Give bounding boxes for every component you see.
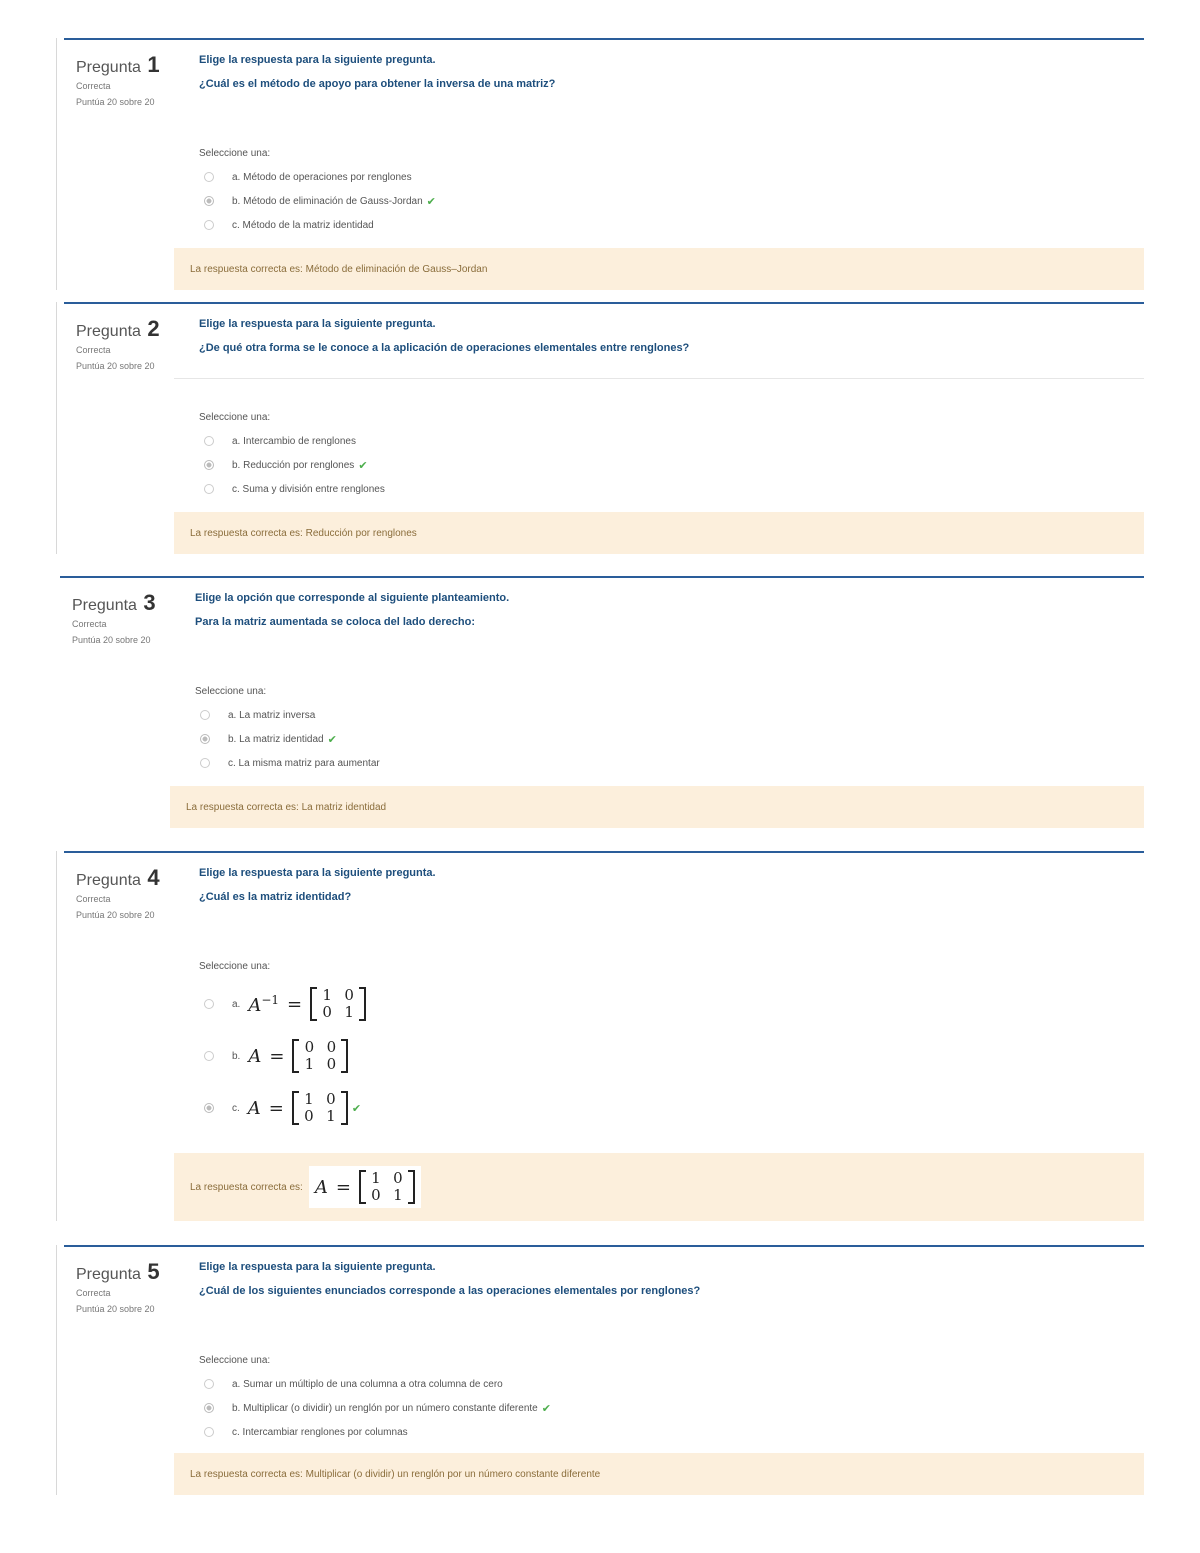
question-prompt: ¿Cuál de los siguientes enunciados corresponde a las operaciones elementales por renglones? bbox=[199, 1285, 701, 1297]
question-info bbox=[64, 38, 174, 290]
question-5 bbox=[56, 1245, 1144, 1495]
divider bbox=[56, 851, 57, 1221]
check-icon: ✔ bbox=[426, 195, 436, 208]
radio-button[interactable] bbox=[204, 1427, 214, 1437]
question-state: Correcta bbox=[76, 81, 111, 91]
matrix: 1 0 0 1 bbox=[292, 1091, 348, 1125]
question-prompt: Para la matriz aumentada se coloca del lado derecho: bbox=[195, 616, 475, 628]
radio-button[interactable] bbox=[204, 999, 214, 1009]
correct-answer-feedback: La respuesta correcta es: Reducción por renglones bbox=[174, 512, 1144, 554]
answer-list bbox=[199, 412, 385, 501]
option-a[interactable]: a. Método de operaciones por renglones bbox=[199, 165, 436, 189]
question-number: 2 bbox=[147, 316, 160, 341]
question-grade: Puntúa 20 sobre 20 bbox=[72, 635, 151, 645]
option-b[interactable]: b. Multiplicar (o dividir) un renglón por un número constante diferente ✔ bbox=[199, 1396, 551, 1420]
question-state: Correcta bbox=[72, 619, 107, 629]
question-content bbox=[174, 851, 1144, 1221]
question-grade: Puntúa 20 sobre 20 bbox=[76, 97, 155, 107]
question-state: Correcta bbox=[76, 894, 111, 904]
question-number: 3 bbox=[143, 590, 156, 615]
question-2 bbox=[56, 302, 1144, 554]
question-prompt: ¿De qué otra forma se le conoce a la aplicación de operaciones elementales entre renglones? bbox=[199, 342, 690, 354]
question-grade: Puntúa 20 sobre 20 bbox=[76, 910, 155, 920]
radio-button[interactable] bbox=[204, 172, 214, 182]
option-a[interactable] bbox=[199, 978, 366, 1030]
select-label: Seleccione una: bbox=[199, 412, 271, 423]
correct-answer-feedback: La respuesta correcta es: A = 1 0 0 1 bbox=[174, 1153, 1144, 1221]
option-a[interactable]: a. Intercambio de renglones bbox=[199, 429, 385, 453]
select-label: Seleccione una: bbox=[199, 148, 271, 159]
matrix-equation: A = 1 0 0 1 bbox=[248, 1091, 348, 1125]
radio-button-selected[interactable] bbox=[204, 1103, 214, 1113]
option-b[interactable]: b. La matriz identidad ✔ bbox=[195, 727, 380, 751]
radio-button-selected[interactable] bbox=[204, 196, 214, 206]
matrix: 1 0 0 1 bbox=[359, 1170, 415, 1204]
question-state: Correcta bbox=[76, 345, 111, 355]
radio-button-selected[interactable] bbox=[200, 734, 210, 744]
select-label: Seleccione una: bbox=[195, 686, 267, 697]
question-4 bbox=[56, 851, 1144, 1221]
question-number: 5 bbox=[147, 1259, 160, 1284]
option-c[interactable]: c. La misma matriz para aumentar bbox=[195, 751, 380, 775]
option-b[interactable]: b. Reducción por renglones ✔ bbox=[199, 453, 385, 477]
question-title: Pregunta 2 bbox=[76, 316, 160, 341]
question-3 bbox=[52, 576, 1144, 828]
select-label: Seleccione una: bbox=[199, 961, 271, 972]
question-title: Pregunta 3 bbox=[72, 590, 156, 615]
question-content bbox=[174, 302, 1144, 554]
option-a[interactable]: a. La matriz inversa bbox=[195, 703, 380, 727]
question-title: Pregunta 4 bbox=[76, 865, 160, 890]
divider bbox=[56, 302, 57, 554]
check-icon: ✔ bbox=[541, 1402, 551, 1415]
question-info bbox=[64, 1245, 174, 1495]
correct-answer-feedback: La respuesta correcta es: Método de eliminación de Gauss–Jordan bbox=[174, 248, 1144, 290]
question-instruction: Elige la respuesta para la siguiente pregunta. bbox=[199, 318, 436, 330]
radio-button[interactable] bbox=[204, 436, 214, 446]
radio-button[interactable] bbox=[204, 1051, 214, 1061]
check-icon: ✔ bbox=[327, 733, 337, 746]
matrix: 0 0 1 0 bbox=[292, 1039, 348, 1073]
feedback-matrix: A = 1 0 0 1 bbox=[309, 1166, 421, 1208]
radio-button-selected[interactable] bbox=[204, 460, 214, 470]
option-c[interactable]: c. Método de la matriz identidad bbox=[199, 213, 436, 237]
radio-button[interactable] bbox=[200, 758, 210, 768]
divider bbox=[174, 378, 1144, 379]
matrix: 1 0 0 1 bbox=[310, 987, 366, 1021]
question-content bbox=[170, 576, 1144, 828]
question-title: Pregunta 1 bbox=[76, 52, 160, 77]
divider bbox=[56, 1245, 57, 1495]
matrix-equation: A = 0 0 1 0 bbox=[248, 1039, 348, 1073]
select-label: Seleccione una: bbox=[199, 1355, 271, 1366]
answer-list bbox=[195, 686, 380, 775]
question-number: 4 bbox=[147, 865, 160, 890]
correct-answer-feedback: La respuesta correcta es: La matriz identidad bbox=[170, 786, 1144, 828]
question-prompt: ¿Cuál es el método de apoyo para obtener la inversa de una matriz? bbox=[199, 78, 556, 90]
radio-button-selected[interactable] bbox=[204, 1403, 214, 1413]
question-content bbox=[174, 1245, 1144, 1495]
radio-button[interactable] bbox=[200, 710, 210, 720]
option-c[interactable] bbox=[199, 1082, 366, 1134]
question-prompt: ¿Cuál es la matriz identidad? bbox=[199, 891, 352, 903]
question-content bbox=[174, 38, 1144, 290]
option-b[interactable]: b. Método de eliminación de Gauss-Jordan ✔ bbox=[199, 189, 436, 213]
option-c[interactable]: c. Intercambiar renglones por columnas bbox=[199, 1420, 551, 1444]
question-grade: Puntúa 20 sobre 20 bbox=[76, 361, 155, 371]
question-state: Correcta bbox=[76, 1288, 111, 1298]
question-1 bbox=[56, 38, 1144, 290]
answer-list bbox=[199, 1355, 551, 1444]
question-instruction: Elige la respuesta para la siguiente pregunta. bbox=[199, 1261, 436, 1273]
check-icon: ✔ bbox=[358, 459, 368, 472]
option-a[interactable]: a. Sumar un múltiplo de una columna a otra columna de cero bbox=[199, 1372, 551, 1396]
question-info bbox=[64, 851, 174, 1221]
check-icon: ✔ bbox=[351, 1102, 362, 1115]
option-letter: a. bbox=[232, 998, 241, 1010]
option-letter: b. bbox=[232, 1050, 241, 1062]
divider bbox=[56, 38, 57, 290]
option-b[interactable] bbox=[199, 1030, 366, 1082]
answer-list bbox=[199, 961, 366, 1134]
radio-button[interactable] bbox=[204, 1379, 214, 1389]
question-number: 1 bbox=[147, 52, 160, 77]
question-info bbox=[64, 302, 174, 554]
matrix-equation: $A^{-1}$ = 1 0 0 1 bbox=[248, 987, 366, 1021]
question-grade: Puntúa 20 sobre 20 bbox=[76, 1304, 155, 1314]
question-instruction: Elige la respuesta para la siguiente pregunta. bbox=[199, 54, 436, 66]
question-instruction: Elige la opción que corresponde al siguiente planteamiento. bbox=[195, 592, 510, 604]
question-info bbox=[60, 576, 170, 828]
option-letter: c. bbox=[232, 1102, 240, 1114]
question-instruction: Elige la respuesta para la siguiente pregunta. bbox=[199, 867, 436, 879]
option-c[interactable]: c. Suma y división entre renglones bbox=[199, 477, 385, 501]
radio-button[interactable] bbox=[204, 484, 214, 494]
radio-button[interactable] bbox=[204, 220, 214, 230]
correct-answer-feedback: La respuesta correcta es: Multiplicar (o dividir) un renglón por un número constante diferente bbox=[174, 1453, 1144, 1495]
question-title: Pregunta 5 bbox=[76, 1259, 160, 1284]
answer-list bbox=[199, 148, 436, 237]
